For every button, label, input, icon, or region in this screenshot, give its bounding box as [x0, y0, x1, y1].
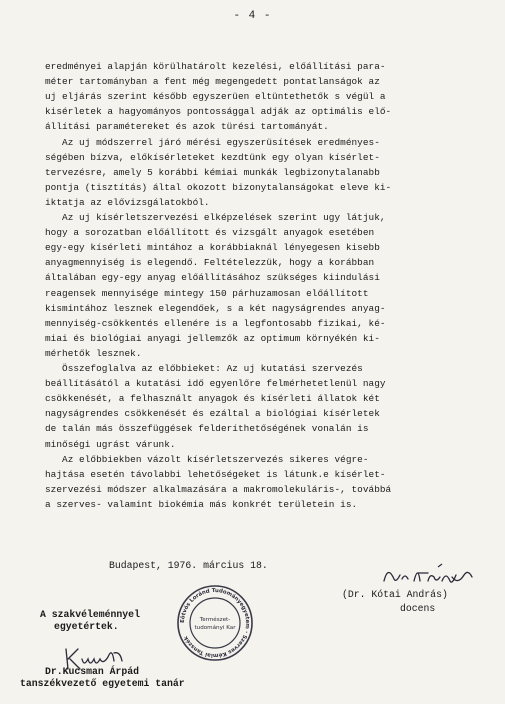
body-line: mérhetők lesznek.	[45, 347, 142, 359]
body-line: egy-egy kísérleti mintához a korábbiaknál lényegesen kisebb	[45, 242, 380, 254]
body-line: pontja (tisztítás) által okozott bizonytalanságokat eleve ki-	[45, 181, 392, 193]
body-line: minőségi ugrást várunk.	[45, 438, 176, 450]
body-line: miai és biológiai anyagi jellemzők az optimum környékén ki-	[45, 332, 380, 344]
professor-title: tanszékvezető egyetemi tanár	[20, 678, 185, 689]
body-line: iktatja az elővizsgálatokból.	[45, 196, 210, 208]
body-line: eredményei alapján körülhatárolt kezelési, előállítási para-	[45, 61, 386, 72]
body-line: állítási paramétereket és azok türési tartományát.	[45, 121, 329, 133]
body-line: Összefoglalva az előbbieket: Az uj kutatási szervezés	[45, 363, 363, 374]
body-line: csökkenését, a felhasznált anyagok és kísérleti állatok két	[45, 393, 380, 405]
agreement-line-2: egyetértek.	[54, 621, 119, 632]
stamp-inner-2: tudományi Kar	[194, 625, 236, 631]
university-stamp	[175, 583, 255, 663]
body-line: kisérletek a hagyományos pontossággal adják az optimális elő-	[45, 106, 392, 118]
body-line: hajtása esetén távolabbi lehetőségeket is látunk.e kísérlet-	[45, 468, 386, 480]
kotai-signature	[380, 561, 480, 589]
body-line: reagensek mennyisége mintegy 150 párhuzamosan előállított	[45, 287, 369, 299]
signer-title: docens	[400, 603, 436, 614]
body-line: hogy a sorozatban előállított és vizsgált anyagok esetében	[45, 227, 375, 239]
body-line: de talán más összefüggések felderíthetőségének vonalán is	[45, 423, 369, 435]
body-line: a szerves- valamint biokémia más konkrét területein is.	[45, 498, 358, 510]
body-line: mennyiség-csökkentés ellenére is a legfontosabb fizikai, ké-	[45, 317, 386, 329]
agreement-line-1: A szakvéleménnyel	[40, 609, 140, 620]
body-line: Az előbbiekben vázolt kísérletszervezés sikeres végre-	[45, 453, 369, 465]
date-line: Budapest, 1976. március 18.	[109, 560, 268, 571]
body-line: Az uj módszerrel járó mérési egyszerüsítések eredményes-	[45, 136, 380, 148]
body-line: Az uj kísérletszervezési elképzelések szerint ugy látjuk,	[45, 212, 386, 223]
body-line: anyagmennyiség is elegendő. Feltételezzük, hogy a korábban	[45, 257, 375, 269]
body-line: beállításától a kutatási idő egyenlőre felmérhetetlenül nagy	[45, 378, 386, 390]
page-number: - 4 -	[233, 10, 272, 22]
body-line: nagyságrendes csökkenését és ezáltal a biológiai kísérletek	[45, 408, 380, 420]
body-line: ségében bízva, előkísérleteket kezdtünk egy olyan kísérlet-	[45, 151, 380, 163]
professor-name: Dr.Kucsman Árpád	[45, 666, 140, 677]
body-line: uj eljárás szerint később egyszerüen eltüntethetők s végül a	[45, 91, 386, 103]
body-line: szervezési módszer alkalmazására a makromolekuláris-, továbbá	[45, 483, 392, 495]
signer-name: (Dr. Kótai András)	[342, 589, 448, 600]
body-line: kismintához lesznek elegendőek, s a két nagyságrendes anyag-	[45, 302, 386, 314]
body-line: méter tartományban a fent még megengedett pontatlanságok az	[45, 76, 380, 88]
body-line: tervezésre, amely 5 korábbi kémiai munkák legbizonytalanabb	[45, 166, 380, 178]
stamp-outer-text: Eötvös Loránd Tudományegyetem · Szerves Kémiai Tanszék	[179, 587, 251, 659]
stamp-inner-1: Természet-	[199, 617, 231, 623]
body-line: általában egy-egy anyag előállításához szükséges kiindulási	[45, 272, 380, 284]
